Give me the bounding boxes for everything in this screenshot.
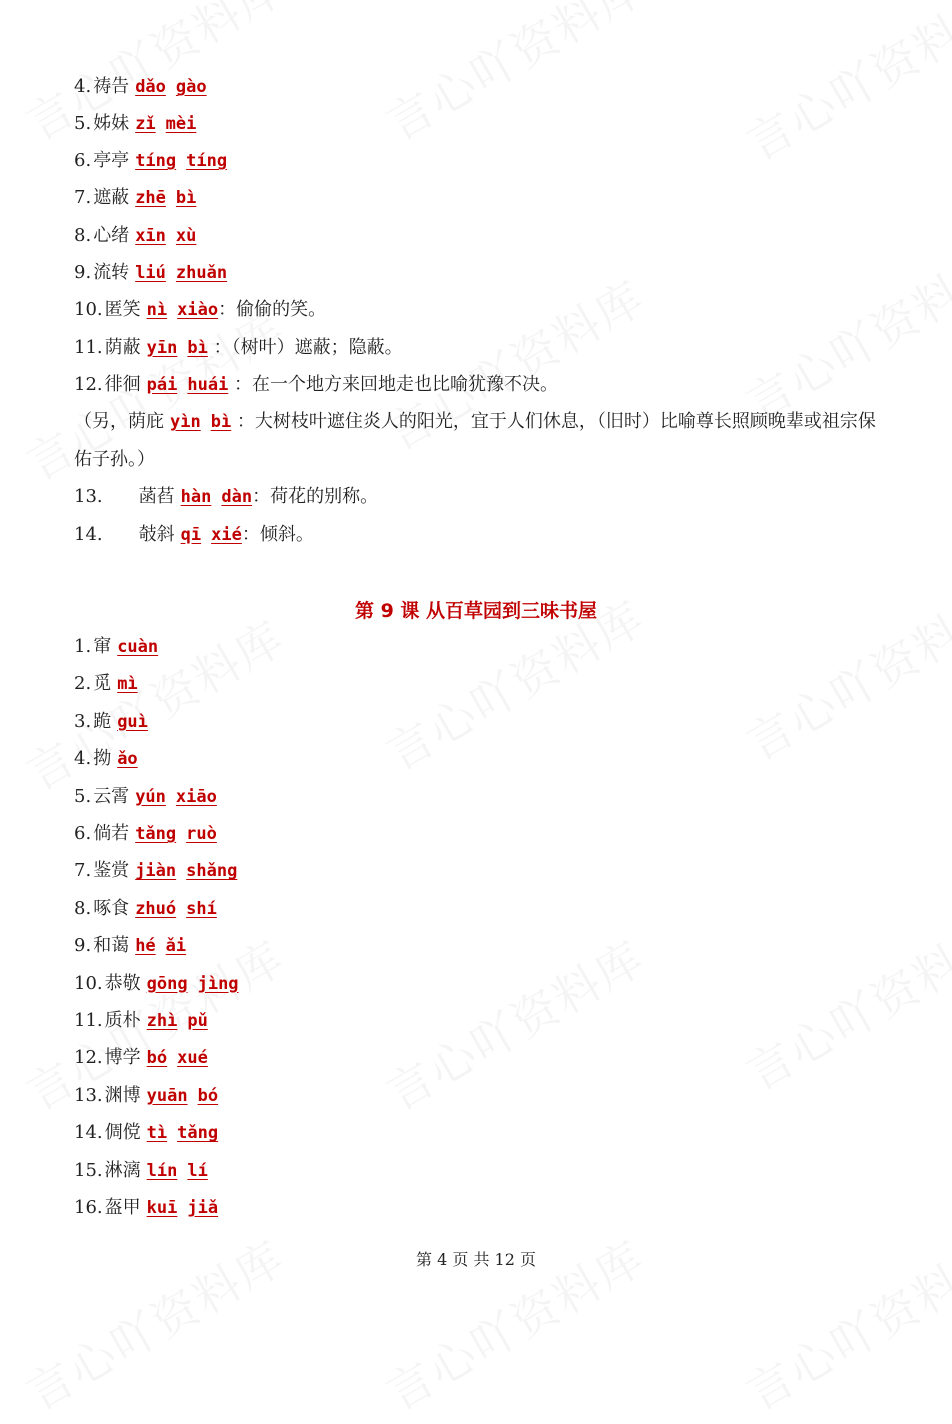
vocab-word: 倜傥 bbox=[104, 1122, 141, 1144]
pinyin-answer: bì bbox=[210, 412, 232, 432]
item-number: 1. bbox=[74, 636, 92, 657]
vocab-item bbox=[74, 823, 217, 845]
definition: ：偷偷的笑。 bbox=[218, 299, 327, 320]
vocab-item bbox=[74, 1010, 208, 1032]
item-number: 12. bbox=[74, 1047, 103, 1069]
pinyin-answer: zhì bbox=[146, 1011, 178, 1031]
vocab-word: 和蔼 bbox=[93, 935, 130, 957]
vocab-item bbox=[74, 262, 227, 284]
pinyin-answer: gào bbox=[175, 77, 207, 97]
pinyin-answer: ǎo bbox=[117, 749, 138, 770]
vocab-item bbox=[74, 1160, 208, 1182]
vocab-word: 拗 bbox=[93, 748, 112, 770]
pinyin-answer: shí bbox=[186, 898, 217, 919]
vocab-item bbox=[74, 225, 196, 247]
pinyin-answer: tǎng bbox=[135, 824, 177, 844]
pinyin-answer: zhuó bbox=[135, 898, 177, 919]
item-number: 7. bbox=[74, 187, 92, 208]
pinyin-answer: mì bbox=[117, 674, 138, 695]
vocab-item bbox=[74, 486, 378, 508]
pinyin-answer: hé bbox=[135, 936, 156, 957]
vocab-word: 荫蔽 bbox=[104, 337, 141, 358]
vocab-word: 祷告 bbox=[93, 76, 130, 97]
vocab-item bbox=[74, 860, 237, 882]
definition: ：倾斜。 bbox=[241, 524, 314, 545]
vocab-item bbox=[74, 636, 158, 658]
item-number: 13. bbox=[74, 1084, 103, 1106]
item-number: 4. bbox=[74, 748, 92, 770]
pinyin-answer: liú bbox=[135, 263, 166, 283]
note-prefix: （另，荫庇 bbox=[74, 411, 164, 432]
pinyin-answer: bó bbox=[197, 1085, 219, 1106]
vocab-word: 攲斜 bbox=[138, 524, 175, 545]
item-number: 14. bbox=[74, 1122, 103, 1144]
pinyin-answer: yīn bbox=[146, 338, 178, 358]
pinyin-answer: qī bbox=[180, 525, 202, 545]
vocab-word: 遮蔽 bbox=[93, 187, 130, 208]
lesson-heading: 第 9 课 从百草园到三味书屋 bbox=[354, 600, 598, 622]
vocab-word: 亭亭 bbox=[93, 150, 130, 171]
definition: ：在一个地方来回地走也比喻犹豫不决。 bbox=[228, 374, 559, 395]
item-number: 12. bbox=[74, 374, 103, 395]
vocab-item bbox=[74, 673, 138, 695]
pinyin-answer: jiàn bbox=[135, 861, 177, 882]
pinyin-answer: tíng bbox=[135, 151, 177, 171]
vocab-item bbox=[74, 113, 196, 135]
vocab-item bbox=[74, 711, 148, 733]
vocab-item bbox=[74, 935, 186, 957]
item-number: 16. bbox=[74, 1197, 103, 1218]
item-number: 8. bbox=[74, 225, 92, 246]
vocab-word: 淋漓 bbox=[104, 1159, 141, 1181]
pinyin-answer: ruò bbox=[186, 824, 217, 844]
page-footer: 第 4 页 共 12 页 bbox=[416, 1250, 536, 1269]
item-number: 7. bbox=[74, 860, 92, 882]
vocab-item bbox=[74, 973, 239, 995]
pinyin-answer: hàn bbox=[180, 487, 212, 507]
pinyin-answer: zhē bbox=[135, 188, 166, 208]
item-number: 4. bbox=[74, 76, 92, 97]
pinyin-answer: bì bbox=[187, 338, 208, 358]
pinyin-answer: xiào bbox=[177, 300, 219, 320]
vocab-item bbox=[74, 299, 326, 321]
pinyin-answer: shǎng bbox=[186, 861, 238, 882]
note-suffix: ：大树枝叶遮住炎人的阳光，宜于人们休息，（旧时）比喻尊长照顾晚辈或祖宗保佑子孙。） bbox=[74, 411, 876, 470]
item-number: 14. bbox=[74, 524, 103, 545]
vocab-item bbox=[74, 1122, 218, 1144]
pinyin-answer: tǎng bbox=[177, 1123, 219, 1144]
vocab-word: 觅 bbox=[93, 673, 112, 695]
definition: ：荷花的别称。 bbox=[252, 486, 379, 507]
vocab-item bbox=[74, 1047, 208, 1069]
pinyin-answer: lí bbox=[187, 1160, 208, 1181]
pinyin-answer: yìn bbox=[170, 412, 201, 432]
pinyin-answer: ǎi bbox=[165, 936, 187, 957]
definition: ：（树叶）遮蔽；隐蔽。 bbox=[207, 337, 403, 358]
pinyin-answer: zǐ bbox=[135, 114, 156, 134]
pinyin-answer: tì bbox=[146, 1123, 168, 1144]
vocab-word: 徘徊 bbox=[104, 374, 141, 395]
vocab-item bbox=[74, 524, 314, 546]
pinyin-answer: xiāo bbox=[175, 786, 217, 807]
item-number: 6. bbox=[74, 150, 92, 171]
vocab-item bbox=[74, 898, 217, 920]
pinyin-answer: jìng bbox=[197, 973, 239, 994]
item-number: 13. bbox=[74, 486, 103, 507]
pinyin-answer: yún bbox=[135, 786, 166, 807]
pinyin-answer: yuān bbox=[146, 1085, 188, 1106]
vocab-word: 窜 bbox=[93, 636, 112, 657]
vocab-word: 姊妹 bbox=[93, 113, 130, 134]
pinyin-answer: bó bbox=[146, 1048, 168, 1069]
pinyin-answer: lín bbox=[146, 1160, 178, 1181]
pinyin-answer: pái bbox=[146, 375, 178, 395]
vocab-item bbox=[74, 337, 403, 359]
pinyin-answer: mèi bbox=[165, 114, 197, 134]
vocab-item bbox=[74, 374, 558, 396]
vocab-word: 匿笑 bbox=[104, 299, 141, 320]
pinyin-answer: dǎo bbox=[135, 77, 166, 97]
item-number: 8. bbox=[74, 897, 92, 919]
pinyin-answer: xù bbox=[175, 226, 197, 246]
pinyin-answer: tíng bbox=[186, 151, 228, 171]
vocab-item bbox=[74, 150, 227, 172]
vocab-item bbox=[74, 76, 207, 98]
note-paragraph bbox=[74, 403, 884, 478]
vocab-word: 盔甲 bbox=[104, 1197, 141, 1218]
item-number: 6. bbox=[74, 823, 92, 844]
vocab-word: 流转 bbox=[93, 262, 130, 283]
item-number: 9. bbox=[74, 262, 92, 283]
item-number: 11. bbox=[74, 337, 103, 358]
vocab-word: 心绪 bbox=[93, 225, 130, 246]
item-number: 11. bbox=[74, 1010, 103, 1031]
pinyin-answer: nì bbox=[146, 300, 168, 320]
vocab-item bbox=[74, 1085, 218, 1107]
vocab-item bbox=[74, 748, 138, 770]
pinyin-answer: gōng bbox=[146, 973, 188, 994]
pinyin-answer: kuī bbox=[146, 1198, 178, 1218]
vocab-word: 倘若 bbox=[93, 823, 130, 844]
pinyin-answer: xué bbox=[177, 1048, 208, 1069]
pinyin-answer: pǔ bbox=[187, 1011, 208, 1031]
pinyin-answer: xīn bbox=[135, 226, 166, 246]
vocab-word: 博学 bbox=[104, 1047, 141, 1069]
item-number: 5. bbox=[74, 785, 92, 807]
item-number: 2. bbox=[74, 673, 92, 695]
item-number: 10. bbox=[74, 299, 103, 320]
item-number: 5. bbox=[74, 113, 92, 134]
vocab-word: 渊博 bbox=[104, 1084, 141, 1106]
pinyin-answer: guì bbox=[117, 711, 148, 732]
pinyin-answer: cuàn bbox=[117, 637, 159, 657]
vocab-word: 啄食 bbox=[93, 897, 130, 919]
pinyin-answer: bì bbox=[175, 188, 197, 208]
item-number: 15. bbox=[74, 1159, 103, 1181]
item-number: 9. bbox=[74, 935, 92, 957]
vocab-word: 跪 bbox=[93, 710, 112, 732]
vocab-word: 鉴赏 bbox=[93, 860, 130, 882]
vocab-item bbox=[74, 786, 217, 808]
item-number: 3. bbox=[74, 710, 92, 732]
pinyin-answer: xié bbox=[211, 525, 242, 545]
vocab-word: 云霄 bbox=[93, 785, 130, 807]
item-number: 10. bbox=[74, 972, 103, 994]
pinyin-answer: zhuǎn bbox=[175, 263, 228, 283]
vocab-item bbox=[74, 187, 196, 209]
vocab-item bbox=[74, 1197, 218, 1219]
pinyin-answer: huái bbox=[187, 375, 229, 395]
vocab-word: 恭敬 bbox=[104, 972, 141, 994]
pinyin-answer: dàn bbox=[221, 487, 253, 507]
vocab-word: 质朴 bbox=[104, 1010, 141, 1031]
vocab-word: 菡萏 bbox=[138, 486, 175, 507]
pinyin-answer: jiǎ bbox=[187, 1198, 219, 1218]
